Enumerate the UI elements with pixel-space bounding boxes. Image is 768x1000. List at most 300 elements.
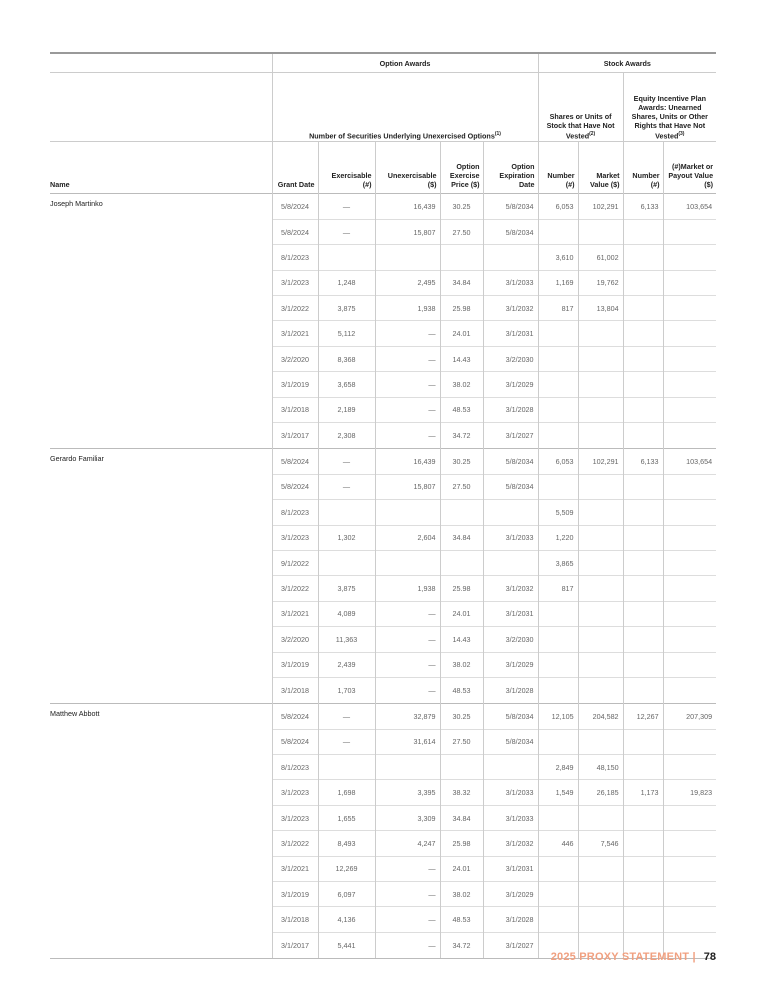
name-cell-empty [50,550,272,575]
table-body [50,194,716,959]
exercise-price-cell: 24.01 [440,321,483,346]
market-value-cell [578,321,623,346]
exercise-price-cell: 25.98 [440,831,483,856]
expiration-date-cell: 3/1/2033 [483,270,538,295]
market-value-cell [578,576,623,601]
shares-number-cell [538,321,578,346]
payout-value-cell [663,576,716,601]
executive-name: Joseph Martinko [50,194,272,220]
name-cell-empty [50,321,272,346]
exercise-price-cell [440,550,483,575]
payout-value-cell [663,346,716,371]
equity-number-cell [623,346,663,371]
market-value-cell [578,856,623,881]
equity-number-cell: 6,133 [623,448,663,474]
grant-date-cell: 8/1/2023 [272,500,318,525]
exercisable-cell: — [318,729,375,754]
grant-date-cell: 5/8/2024 [272,729,318,754]
exercisable-cell: 3,658 [318,372,375,397]
exercisable-cell: — [318,194,375,220]
equity-number-cell: 6,133 [623,194,663,220]
expiration-date-cell: 3/1/2028 [483,907,538,932]
grant-date-cell: 3/1/2018 [272,397,318,422]
market-value-cell [578,346,623,371]
table-row [50,346,716,371]
market-value-cell: 13,804 [578,296,623,321]
grant-date-cell: 5/8/2024 [272,703,318,729]
table-row [50,397,716,422]
name-cell-empty [50,627,272,652]
grant-date-cell: 3/1/2022 [272,576,318,601]
exercise-price-cell: 34.84 [440,525,483,550]
equity-number-cell [623,856,663,881]
equity-number-cell [623,372,663,397]
market-value-cell [578,423,623,449]
equity-number-cell [623,500,663,525]
table-row [50,703,716,729]
name-cell-empty [50,652,272,677]
table-row [50,194,716,220]
name-cell-empty [50,346,272,371]
market-value-cell: 204,582 [578,703,623,729]
col-shares-number: Number (#) [538,142,578,194]
grant-date-cell: 5/8/2024 [272,448,318,474]
exercisable-cell: 4,136 [318,907,375,932]
expiration-date-cell: 3/1/2029 [483,372,538,397]
expiration-date-cell: 3/1/2031 [483,856,538,881]
unexercisable-cell: — [375,856,440,881]
executive-name: Gerardo Familiar [50,448,272,474]
expiration-date-cell: 3/1/2029 [483,652,538,677]
payout-value-cell [663,525,716,550]
shares-number-cell [538,397,578,422]
equity-number-cell [623,550,663,575]
shares-number-cell [538,729,578,754]
grant-date-cell: 3/1/2019 [272,372,318,397]
shares-number-cell: 2,849 [538,755,578,780]
payout-value-cell [663,907,716,932]
market-value-cell [578,219,623,244]
outstanding-equity-awards-table [50,52,716,959]
col-unexercisable: Unexercisable ($) [375,142,440,194]
exercise-price-cell [440,245,483,270]
payout-value-cell [663,729,716,754]
equity-number-cell [623,219,663,244]
equity-number-cell [623,525,663,550]
market-value-cell [578,397,623,422]
equity-number-cell [623,627,663,652]
unexercisable-cell [375,550,440,575]
expiration-date-cell: 3/1/2032 [483,576,538,601]
grant-date-cell: 5/8/2024 [272,194,318,220]
market-value-cell [578,652,623,677]
shares-number-cell: 817 [538,576,578,601]
expiration-date-cell: 3/1/2028 [483,397,538,422]
grant-date-cell: 3/1/2022 [272,296,318,321]
market-value-cell: 48,150 [578,755,623,780]
name-cell-empty [50,831,272,856]
name-cell-empty [50,755,272,780]
table-row [50,805,716,830]
payout-value-cell: 103,654 [663,194,716,220]
exercisable-cell: 12,269 [318,856,375,881]
unexercisable-cell: 1,938 [375,296,440,321]
shares-number-cell: 5,509 [538,500,578,525]
col-exercisable: Exercisable (#) [318,142,375,194]
payout-value-cell [663,755,716,780]
exercise-price-cell: 48.53 [440,907,483,932]
name-cell-empty [50,576,272,601]
equity-number-cell [623,907,663,932]
exercise-price-cell: 48.53 [440,397,483,422]
col-name: Name [50,180,70,189]
expiration-date-cell: 5/8/2034 [483,474,538,499]
shares-number-cell [538,856,578,881]
expiration-date-cell: 3/1/2027 [483,932,538,958]
shares-number-cell: 1,220 [538,525,578,550]
exercisable-cell: — [318,448,375,474]
expiration-date-cell: 3/1/2027 [483,423,538,449]
name-cell-empty [50,780,272,805]
expiration-date-cell: 3/1/2028 [483,677,538,703]
shares-number-cell [538,627,578,652]
payout-value-cell: 103,654 [663,448,716,474]
payout-value-cell [663,831,716,856]
grant-date-cell: 8/1/2023 [272,245,318,270]
market-value-cell [578,372,623,397]
unexercisable-cell: — [375,321,440,346]
footnote-ref: (2) [589,130,596,137]
exercise-price-cell: 27.50 [440,219,483,244]
market-value-cell [578,525,623,550]
unexercisable-cell: 16,439 [375,448,440,474]
exercise-price-cell: 14.43 [440,627,483,652]
unexercisable-cell: — [375,932,440,958]
exercise-price-cell: 34.72 [440,932,483,958]
equity-number-cell [623,576,663,601]
exercisable-cell: 1,655 [318,805,375,830]
expiration-date-cell: 3/1/2031 [483,321,538,346]
expiration-date-cell: 3/2/2030 [483,346,538,371]
exercise-price-cell [440,755,483,780]
equity-number-cell: 1,173 [623,780,663,805]
expiration-date-cell [483,755,538,780]
payout-value-cell [663,882,716,907]
shares-number-cell: 1,549 [538,780,578,805]
equity-number-cell [623,805,663,830]
table-row [50,627,716,652]
unexercisable-cell: — [375,907,440,932]
shares-number-cell: 446 [538,831,578,856]
unexercisable-cell [375,500,440,525]
unexercisable-cell: — [375,423,440,449]
shares-number-cell: 3,865 [538,550,578,575]
exercisable-cell: — [318,474,375,499]
market-value-cell [578,907,623,932]
shares-not-vested-label: Shares or Units of Stock that Have Not Vested [546,111,615,140]
expiration-date-cell [483,500,538,525]
exercise-price-cell: 30.25 [440,703,483,729]
grant-date-cell: 3/1/2023 [272,805,318,830]
exercisable-cell: 1,248 [318,270,375,295]
shares-number-cell: 6,053 [538,194,578,220]
name-cell-empty [50,907,272,932]
payout-value-cell [663,296,716,321]
expiration-date-cell: 5/8/2034 [483,219,538,244]
table-row [50,907,716,932]
equity-number-cell [623,755,663,780]
name-cell-empty [50,474,272,499]
col-grant-date: Grant Date [272,142,318,194]
unexercisable-cell: 31,614 [375,729,440,754]
equity-number-cell [623,729,663,754]
payout-value-cell: 19,823 [663,780,716,805]
market-value-cell [578,550,623,575]
market-value-cell [578,601,623,626]
shares-number-cell [538,652,578,677]
unexercisable-cell: — [375,677,440,703]
equity-number-cell [623,831,663,856]
exercisable-cell: — [318,219,375,244]
col-equity-number: Number (#) [623,142,663,194]
table-row [50,270,716,295]
grant-date-cell: 3/1/2017 [272,932,318,958]
payout-value-cell [663,397,716,422]
table-row [50,321,716,346]
market-value-cell: 26,185 [578,780,623,805]
payout-value-cell [663,677,716,703]
table-row [50,576,716,601]
exercisable-cell: 5,441 [318,932,375,958]
exercise-price-cell: 25.98 [440,296,483,321]
table-row [50,474,716,499]
grant-date-cell: 3/1/2023 [272,780,318,805]
unexercisable-cell: 2,495 [375,270,440,295]
exercise-price-cell: 14.43 [440,346,483,371]
expiration-date-cell: 3/2/2030 [483,627,538,652]
table-row [50,500,716,525]
exercisable-cell: 1,698 [318,780,375,805]
name-cell-empty [50,500,272,525]
expiration-date-cell: 5/8/2034 [483,194,538,220]
expiration-date-cell: 3/1/2033 [483,525,538,550]
equity-number-cell [623,321,663,346]
unexercisable-cell: — [375,627,440,652]
expiration-date-cell: 3/1/2033 [483,805,538,830]
unexercisable-cell: 2,604 [375,525,440,550]
payout-value-cell: 207,309 [663,703,716,729]
market-value-cell: 61,002 [578,245,623,270]
equity-number-cell [623,245,663,270]
payout-value-cell [663,652,716,677]
unexercisable-cell: — [375,372,440,397]
exercise-price-cell: 30.25 [440,194,483,220]
grant-date-cell: 3/1/2018 [272,907,318,932]
grant-date-cell: 5/8/2024 [272,219,318,244]
name-cell-empty [50,932,272,958]
table-row [50,219,716,244]
col-exercise-price: Option Exercise Price ($) [440,142,483,194]
payout-value-cell [663,245,716,270]
grant-date-cell: 3/1/2019 [272,652,318,677]
exercise-price-cell: 25.98 [440,576,483,601]
equity-number-cell [623,474,663,499]
market-value-cell: 102,291 [578,448,623,474]
name-cell-empty [50,729,272,754]
equity-number-cell [623,270,663,295]
unexercisable-cell: 3,395 [375,780,440,805]
table-row [50,729,716,754]
expiration-date-cell: 5/8/2034 [483,703,538,729]
grant-date-cell: 3/1/2023 [272,525,318,550]
equity-number-cell [623,601,663,626]
shares-number-cell: 1,169 [538,270,578,295]
equity-number-cell [623,882,663,907]
table-row [50,296,716,321]
exercise-price-cell: 38.02 [440,372,483,397]
unexercisable-cell: — [375,601,440,626]
shares-number-cell [538,219,578,244]
grant-date-cell: 3/1/2021 [272,601,318,626]
exercise-price-cell: 24.01 [440,601,483,626]
grant-date-cell: 3/1/2017 [272,423,318,449]
payout-value-cell [663,550,716,575]
table-row [50,372,716,397]
expiration-date-cell: 3/1/2031 [483,601,538,626]
market-value-cell [578,474,623,499]
shares-number-cell: 3,610 [538,245,578,270]
expiration-date-cell: 5/8/2034 [483,729,538,754]
payout-value-cell [663,219,716,244]
payout-value-cell [663,805,716,830]
shares-number-cell: 12,105 [538,703,578,729]
exercise-price-cell [440,500,483,525]
market-value-cell: 7,546 [578,831,623,856]
table-row [50,448,716,474]
market-value-cell [578,627,623,652]
grant-date-cell: 3/1/2022 [272,831,318,856]
unexercisable-cell: 32,879 [375,703,440,729]
page-footer [551,951,716,963]
equity-number-cell [623,652,663,677]
unexercisable-cell: 16,439 [375,194,440,220]
table-row [50,780,716,805]
exercisable-cell [318,245,375,270]
unexercisable-cell: 4,247 [375,831,440,856]
unexercisable-cell: — [375,652,440,677]
exercisable-cell: — [318,703,375,729]
market-value-cell [578,729,623,754]
expiration-date-cell: 3/1/2032 [483,296,538,321]
grant-date-cell: 3/2/2020 [272,627,318,652]
exercisable-cell: 1,703 [318,677,375,703]
shares-number-cell [538,474,578,499]
table-row [50,423,716,449]
name-cell-empty [50,856,272,881]
grant-date-cell: 3/1/2023 [272,270,318,295]
equity-incentive-header [623,73,716,142]
exercisable-cell: 2,189 [318,397,375,422]
grant-date-cell: 5/8/2024 [272,474,318,499]
equity-number-cell [623,677,663,703]
market-value-cell: 102,291 [578,194,623,220]
shares-number-cell [538,346,578,371]
payout-value-cell [663,321,716,346]
shares-number-cell [538,372,578,397]
payout-value-cell [663,270,716,295]
name-cell-empty [50,805,272,830]
shares-number-cell: 817 [538,296,578,321]
exercise-price-cell: 38.02 [440,882,483,907]
exercise-price-cell: 27.50 [440,729,483,754]
unexercisable-cell [375,245,440,270]
col-market-value: Market Value ($) [578,142,623,194]
col-expiration-date: Option Expiration Date [483,142,538,194]
page-number: 78 [703,951,716,963]
shares-number-cell [538,677,578,703]
name-cell-empty [50,882,272,907]
executive-name: Matthew Abbott [50,703,272,729]
table-row [50,525,716,550]
market-value-cell: 19,762 [578,270,623,295]
exercise-price-cell: 27.50 [440,474,483,499]
exercise-price-cell: 30.25 [440,448,483,474]
shares-number-cell [538,805,578,830]
name-cell-empty [50,525,272,550]
name-cell-empty [50,372,272,397]
exercisable-cell: 11,363 [318,627,375,652]
securities-underlying-header [272,73,538,142]
table-row [50,831,716,856]
exercisable-cell: 8,493 [318,831,375,856]
grant-date-cell: 3/1/2021 [272,321,318,346]
name-cell-empty [50,677,272,703]
expiration-date-cell [483,245,538,270]
market-value-cell [578,805,623,830]
market-value-cell [578,882,623,907]
name-cell-empty [50,601,272,626]
table-row [50,245,716,270]
table-row [50,601,716,626]
name-cell-empty [50,397,272,422]
exercise-price-cell: 38.32 [440,780,483,805]
name-cell-empty [50,296,272,321]
exercise-price-cell: 38.02 [440,652,483,677]
equity-number-cell: 12,267 [623,703,663,729]
grant-date-cell: 3/2/2020 [272,346,318,371]
grant-date-cell: 3/1/2021 [272,856,318,881]
blank-header [50,73,272,142]
expiration-date-cell: 5/8/2034 [483,448,538,474]
footnote-ref: (3) [678,130,685,137]
unexercisable-cell: 3,309 [375,805,440,830]
payout-value-cell [663,372,716,397]
name-cell-empty [50,423,272,449]
unexercisable-cell: — [375,397,440,422]
equity-number-cell [623,397,663,422]
grant-date-cell: 8/1/2023 [272,755,318,780]
payout-value-cell [663,423,716,449]
table-row [50,550,716,575]
name-cell-empty [50,219,272,244]
shares-number-cell: 6,053 [538,448,578,474]
unexercisable-cell: — [375,346,440,371]
table-row [50,677,716,703]
exercisable-cell [318,500,375,525]
equity-number-cell [623,296,663,321]
market-value-cell [578,500,623,525]
footer-brand: 2025 PROXY STATEMENT | [550,951,696,963]
